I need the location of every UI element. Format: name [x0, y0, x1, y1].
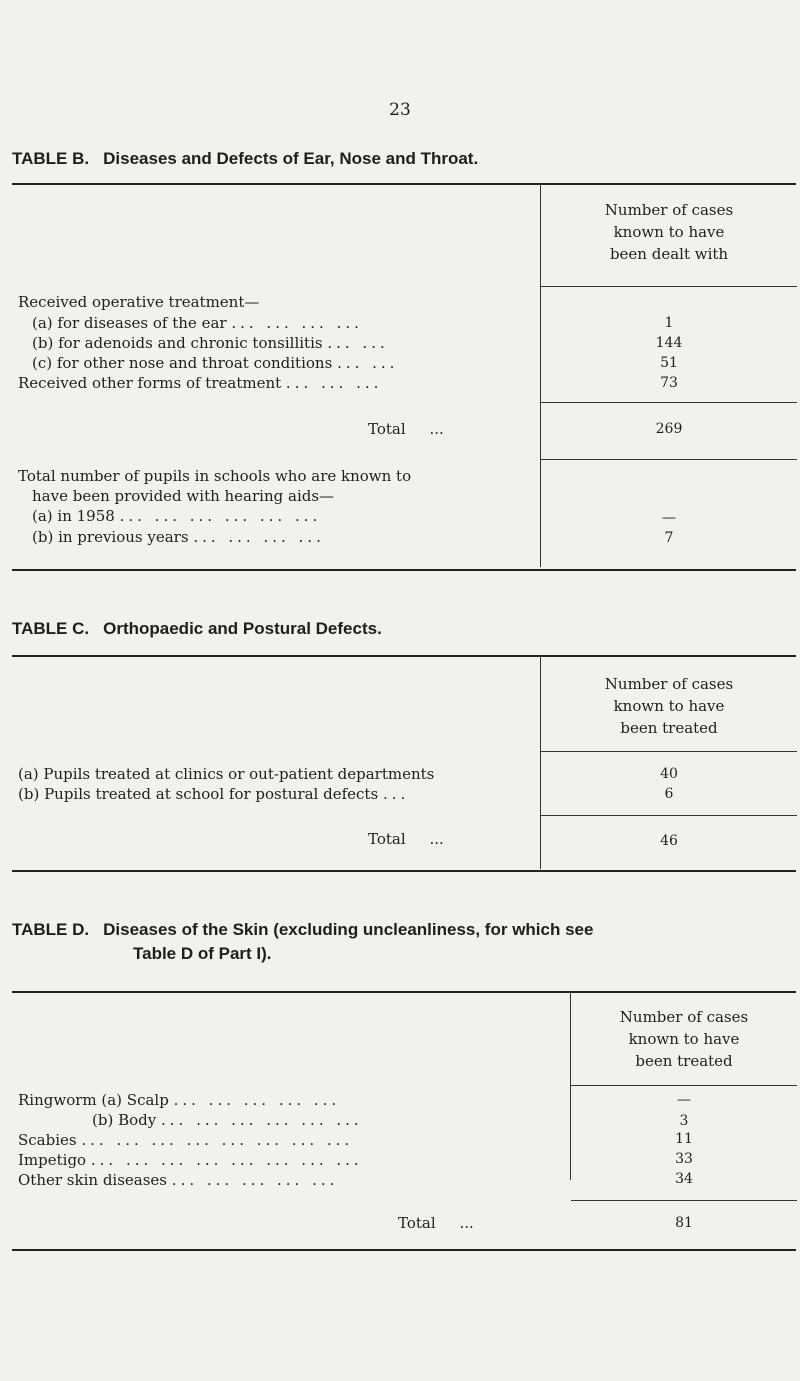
leader-dots: ... ...	[327, 334, 389, 352]
table-c-top-rule	[12, 655, 796, 657]
table-b-total-label	[368, 419, 444, 439]
row-value: 73	[660, 375, 678, 391]
leader-dots: ... ... ... ... ...	[173, 1091, 341, 1109]
leader-dots: ... ... ...	[285, 374, 383, 392]
total-label: Total	[368, 420, 406, 438]
table-d-top-rule	[12, 991, 796, 993]
row-value: 33	[675, 1151, 693, 1167]
row-value: 3	[679, 1113, 689, 1129]
table-d-total-value: 81	[675, 1215, 693, 1231]
table-row	[18, 1130, 528, 1150]
table-d-total-rule	[571, 1200, 797, 1201]
row-label: (b) for adenoids and chronic tonsillitis	[32, 334, 323, 352]
table-b-title-text: Diseases and Defects of Ear, Nose and Throat.	[103, 149, 479, 168]
row-label: (b) in previous years	[32, 528, 189, 546]
row-value: 34	[675, 1171, 693, 1187]
row-label: (a) in 1958	[32, 507, 115, 525]
row-label: (b) Body	[92, 1111, 157, 1129]
leader-dots: ... ... ... ... ... ... ... ...	[81, 1131, 354, 1149]
table-c-header-line-3: been treated	[620, 719, 718, 737]
leader-dots: ...	[459, 1214, 474, 1232]
table-row	[18, 1110, 528, 1130]
leader-dots: ...	[382, 785, 410, 803]
row-value: —	[662, 510, 676, 526]
table-b-bottom-rule	[12, 569, 796, 571]
table-c-title-text: Orthopaedic and Postural Defects.	[103, 619, 382, 638]
leader-dots: ...	[429, 830, 444, 848]
table-c-bottom-rule	[12, 870, 796, 872]
table-row	[18, 486, 528, 506]
table-b-aids-rule	[541, 459, 797, 460]
table-d-title	[12, 918, 593, 966]
table-b-total-rule	[541, 402, 797, 403]
table-c-total-rule	[541, 815, 797, 816]
row-value: 144	[655, 335, 683, 351]
row-label: Ringworm (a) Scalp	[18, 1091, 169, 1109]
table-c-title	[12, 617, 382, 641]
table-b-header-line-2: known to have	[613, 223, 725, 241]
table-d-bottom-rule	[12, 1249, 796, 1251]
table-row	[18, 1170, 528, 1190]
leader-dots: ... ...	[337, 354, 399, 372]
table-d-title-text: Diseases of the Skin (excluding uncleanliness, for which see	[103, 920, 594, 939]
row-label: (b) Pupils treated at school for postural defects	[18, 785, 379, 803]
table-row	[18, 353, 528, 373]
row-value: 51	[660, 355, 678, 371]
row-value: 6	[664, 786, 674, 802]
table-row	[18, 292, 528, 312]
table-b-label: TABLE B.	[12, 149, 90, 168]
row-label: Total number of pupils in schools who are known to	[18, 467, 412, 485]
table-row	[18, 1150, 528, 1170]
total-label: Total	[398, 1214, 436, 1232]
row-value: 1	[664, 315, 674, 331]
table-b-total-value: 269	[655, 421, 683, 437]
table-row	[18, 1090, 528, 1110]
table-b-header-line-1: Number of cases	[604, 201, 734, 219]
row-value: —	[677, 1092, 691, 1108]
row-label: (c) for other nose and throat conditions	[32, 354, 333, 372]
row-label: Received operative treatment—	[18, 293, 260, 311]
table-c-header-line-1: Number of cases	[604, 675, 734, 693]
row-value: 7	[664, 530, 674, 546]
table-b-title	[12, 147, 478, 171]
row-value: 11	[675, 1131, 693, 1147]
row-label: Impetigo	[18, 1151, 87, 1169]
table-c-label: TABLE C.	[12, 619, 90, 638]
page-number: 23	[389, 100, 411, 120]
leader-dots: ... ... ... ...	[193, 528, 325, 546]
table-d-header	[571, 1006, 797, 1072]
leader-dots: ... ... ... ... ... ...	[161, 1111, 363, 1129]
row-label: (a) Pupils treated at clinics or out-patient departments	[18, 765, 435, 783]
table-c-total-value: 46	[660, 833, 678, 849]
table-d-header-line-3: been treated	[635, 1052, 733, 1070]
table-row	[18, 313, 528, 333]
table-b-top-rule	[12, 183, 796, 185]
table-row	[18, 466, 528, 486]
row-label: (a) for diseases of the ear	[32, 314, 227, 332]
table-c-header-rule	[541, 751, 797, 752]
row-label: have been provided with hearing aids—	[32, 487, 335, 505]
table-c-header-line-2: known to have	[613, 697, 725, 715]
row-label: Received other forms of treatment	[18, 374, 282, 392]
table-row	[18, 333, 528, 353]
leader-dots: ... ... ... ... ... ...	[119, 507, 322, 525]
table-row	[18, 527, 528, 547]
table-d-total-label	[398, 1213, 474, 1233]
table-row	[18, 373, 528, 393]
leader-dots: ... ... ... ...	[231, 314, 363, 332]
row-label: Scabies	[18, 1131, 77, 1149]
table-d-header-line-1: Number of cases	[619, 1008, 749, 1026]
table-b-header-rule	[541, 286, 797, 287]
table-b-header-line-3: been dealt with	[609, 245, 729, 263]
leader-dots: ... ... ... ... ...	[171, 1171, 339, 1189]
leader-dots: ... ... ... ... ... ... ... ...	[90, 1151, 363, 1169]
table-c-total-label	[368, 829, 444, 849]
row-value: 40	[660, 766, 678, 782]
table-row	[18, 764, 528, 784]
total-label: Total	[368, 830, 406, 848]
row-label: Other skin diseases	[18, 1171, 168, 1189]
table-b-header	[541, 199, 797, 265]
table-row	[18, 506, 528, 526]
table-d-label: TABLE D.	[12, 920, 90, 939]
table-d-title-line-2: Table D of Part I).	[133, 944, 272, 963]
table-c-header	[541, 673, 797, 739]
table-row	[18, 784, 528, 804]
leader-dots: ...	[429, 420, 444, 438]
table-d-header-rule	[571, 1085, 797, 1086]
table-d-header-line-2: known to have	[628, 1030, 740, 1048]
